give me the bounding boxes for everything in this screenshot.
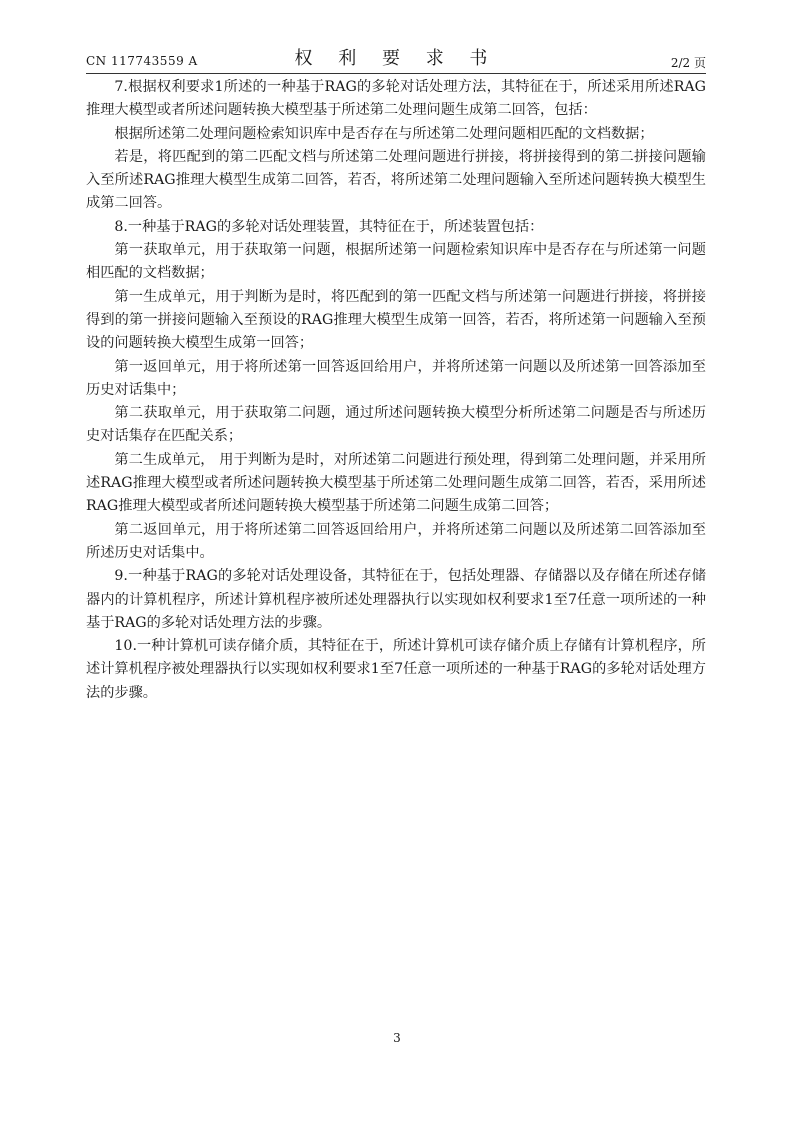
page-header: [86, 44, 706, 74]
claim-10: 10.一种计算机可读存储介质，其特征在于，所述计算机可读存储介质上存储有计算机程序，所述计算机程序被处理器执行以实现如权利要求1至7任意一项所述的一种基于RAG的多轮对话处理方法的步骤。: [86, 638, 706, 701]
claim-7-intro: 7.根据权利要求1所述的一种基于RAG的多轮对话处理方法，其特征在于，所述采用所述RAG推理大模型或者所述问题转换大模型基于所述第二处理问题生成第二回答，包括：: [86, 79, 706, 119]
claim-8-second-generate-unit: 第二生成单元， 用于判断为是时，对所述第二问题进行预处理，得到第二处理问题，并采用所述RAG推理大模型或者所述问题转换大模型基于所述第二处理问题生成第二回答，若否，采用所述RAG推理大模型或者所述问题转换大模型基于所述第二问题生成第二回答；: [86, 451, 706, 515]
claim-8-intro: 8.一种基于RAG的多轮对话处理装置，其特征在于，所述装置包括：: [114, 218, 544, 235]
claim-8-second-return-unit: 第二返回单元，用于将所述第二回答返回给用户，并将所述第二问题以及所述第二回答添加至所述历史对话集中。: [86, 521, 706, 561]
claim-8-second-acquire-unit: 第二获取单元，用于获取第二问题，通过所述问题转换大模型分析所述第二问题是否与所述历史对话集存在匹配关系；: [86, 405, 706, 445]
claim-8-first-generate-unit: 第一生成单元，用于判断为是时，将匹配到的第一匹配文档与所述第一问题进行拼接，将拼接得到的第一拼接问题输入至预设的RAG推理大模型生成第一回答，若否，将所述第一问题输入至预设的问题转换大模型生成第一回答；: [86, 288, 706, 352]
claim-8-first-acquire-unit: 第一获取单元，用于获取第一问题，根据所述第一问题检索知识库中是否存在与所述第一问题相匹配的文档数据；: [86, 242, 706, 282]
page-count: 2/2 页: [670, 56, 706, 70]
claim-8-first-return-unit: 第一返回单元，用于将所述第一回答返回给用户，并将所述第一问题以及所述第一回答添加至历史对话集中；: [86, 358, 706, 398]
claims-body: [86, 76, 706, 705]
claim-9: 9.一种基于RAG的多轮对话处理设备，其特征在于，包括处理器、存储器以及存储在所述存储器内的计算机程序，所述计算机程序被所述处理器执行以实现如权利要求1至7任意一项所述的一种基于RAG的多轮对话处理方法的步骤。: [86, 568, 706, 631]
claim-7-step-generate: 若是，将匹配到的第二匹配文档与所述第二处理问题进行拼接，将拼接得到的第二拼接问题输入至所述RAG推理大模型生成第二回答，若否，将所述第二处理问题输入至所述问题转换大模型生成第二回答。: [86, 148, 706, 212]
claim-7-step-retrieve: 根据所述第二处理问题检索知识库中是否存在与所述第二处理问题相匹配的文档数据；: [114, 125, 654, 142]
header-divider: [86, 73, 706, 74]
page-number: 3: [393, 1031, 401, 1045]
document-title: 权 利 要 求 书: [294, 48, 498, 69]
publication-number: CN 117743559 A: [86, 54, 198, 68]
